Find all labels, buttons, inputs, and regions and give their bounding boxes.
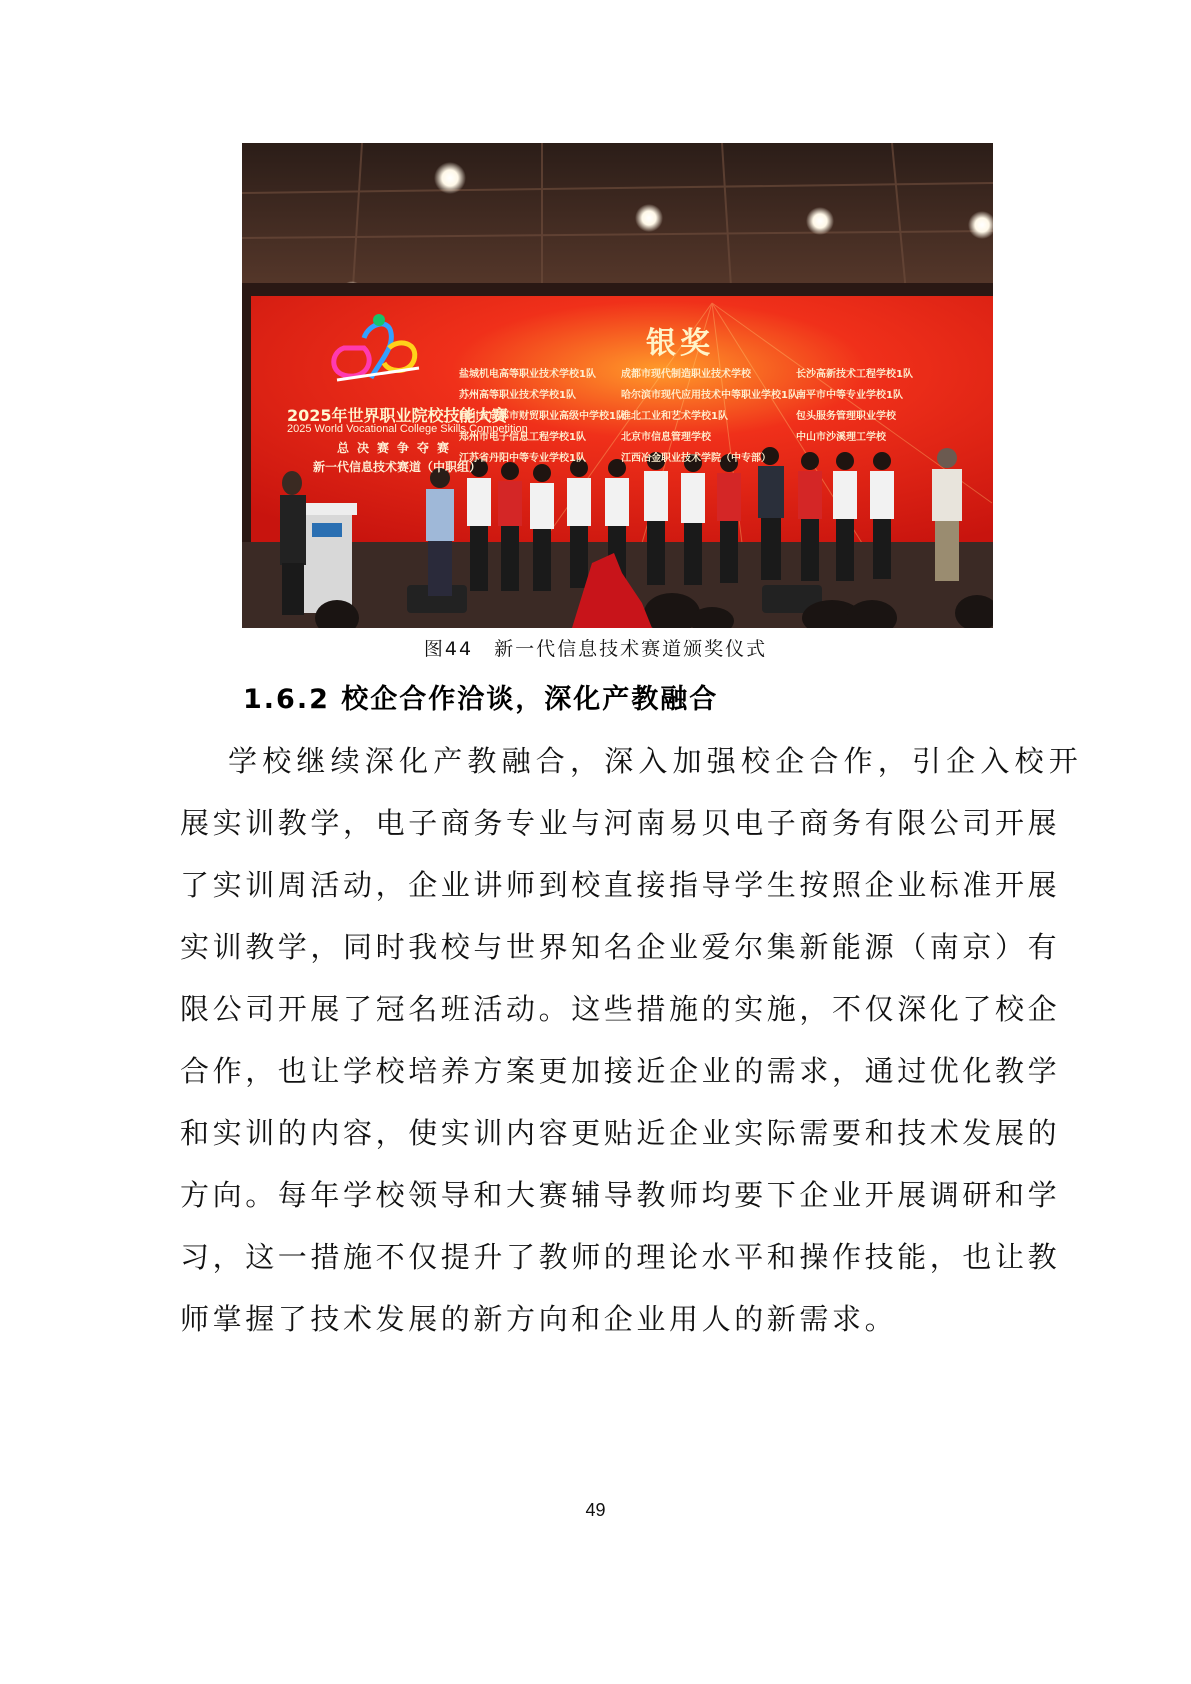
paragraph-line: 合作，也让学校培养方案更加接近企业的需求，通过优化教学 [180,1054,1061,1088]
school-name: 北京市信息管理学校 [621,432,711,443]
paragraph-line: 展实训教学，电子商务专业与河南易贝电子商务有限公司开展 [180,806,1061,840]
paragraph-line: 师掌握了技术发展的新方向和企业用人的新需求。 [180,1302,898,1336]
page-number: 49 [585,1500,606,1520]
school-name: 江苏省丹阳中等专业学校1队 [459,453,586,464]
school-name: 南平市中等专业学校1队 [796,390,903,401]
school-name: 长沙高新技术工程学校1队 [796,369,913,380]
paragraph-line: 实训教学，同时我校与世界知名企业爱尔集新能源（南京）有 [180,930,1061,964]
school-name: 淮北工业和艺术学校1队 [621,411,728,422]
school-name: 中山市沙溪理工学校 [796,432,886,443]
paragraph-line: 了实训周活动，企业讲师到校直接指导学生按照企业标准开展 [180,868,1061,902]
paragraph-line: 习，这一措施不仅提升了教师的理论水平和操作技能，也让教 [180,1240,1061,1274]
section-heading: 1.6.2 校企合作洽谈，深化产教融合 [243,684,719,715]
board-title: 2025年世界职业院校技能大赛 [287,406,508,425]
school-name: 成都市现代制造职业技术学校 [621,369,751,380]
school-list-column-3 [796,364,913,469]
school-name: 哈尔滨市现代应用技术中等职业学校1队 [621,390,798,401]
school-name: 四川省成都市财贸职业高级中学校1队 [459,411,626,422]
board-track-name: 新一代信息技术赛道（中职组） [312,460,481,474]
school-name: 苏州高等职业技术学校1队 [459,390,576,401]
award-ceremony-photo [242,143,993,628]
school-list-column-2 [621,364,798,469]
paragraph-line: 方向。每年学校领导和大赛辅导教师均要下企业开展调研和学 [180,1178,1061,1212]
school-name: 盐城机电高等职业技术学校1队 [459,369,596,380]
school-name [796,448,913,469]
figure-caption: 图44 新一代信息技术赛道颁奖仪式 [423,638,768,660]
board-title-english: 2025 World Vocational College Skills Competition [287,423,528,435]
board-subtitle: 总决赛争夺赛 [336,441,457,455]
school-name: 郑州市电子信息工程学校1队 [459,432,586,443]
school-name: 包头服务管理职业学校 [796,411,896,422]
competition-logo [319,308,439,398]
led-screen [251,296,993,542]
paragraph-line: 限公司开展了冠名班活动。这些措施的实施，不仅深化了校企 [180,992,1061,1026]
award-title: 银奖 [646,326,714,361]
paragraph-line: 和实训的内容，使实训内容更贴近企业实际需要和技术发展的 [180,1116,1061,1150]
school-name: 江西冶金职业技术学院（中专部） [621,453,771,464]
school-list-column-1 [459,364,626,469]
paragraph-line: 学校继续深化产教融合，深入加强校企合作，引企入校开 [228,744,1084,778]
